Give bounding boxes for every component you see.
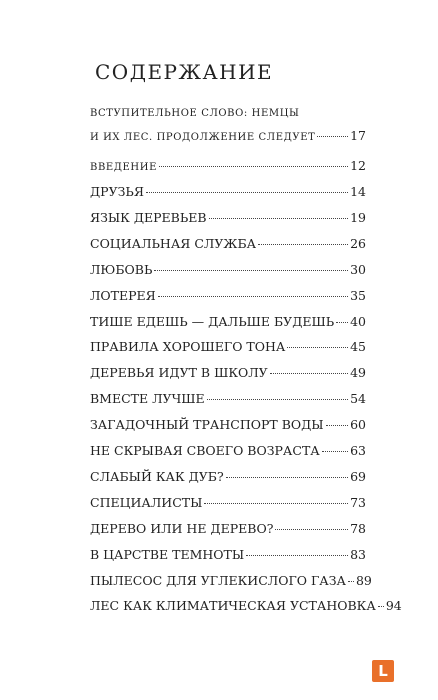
labirint-logo-icon: L: [372, 660, 394, 682]
toc-entry-page: 19: [350, 209, 366, 225]
toc-entry-page: 35: [350, 287, 366, 303]
toc-entry-label: ВВЕДЕНИЕ: [90, 162, 157, 173]
toc-entry[interactable]: [90, 210, 366, 225]
toc-entry[interactable]: [90, 417, 366, 432]
toc-entry-label: ВМЕСТЕ ЛУЧШЕ: [90, 391, 205, 407]
toc-entry[interactable]: [90, 365, 366, 380]
dot-leader: [209, 218, 349, 219]
dot-leader: [226, 477, 348, 478]
dot-leader: [322, 451, 348, 452]
toc-entry[interactable]: [90, 288, 366, 303]
toc-entry[interactable]: [90, 572, 372, 588]
toc-entry-label: ТИШЕ ЕДЕШЬ — ДАЛЬШЕ БУДЕШЬ: [90, 313, 335, 329]
toc-entry-page: 89: [355, 572, 372, 588]
dot-leader: [336, 322, 348, 323]
toc-entry[interactable]: [90, 598, 402, 614]
toc-entry[interactable]: [90, 391, 366, 406]
toc-entry[interactable]: [90, 236, 366, 251]
toc-entry-label: ЛЮБОВЬ: [90, 261, 153, 277]
toc-entry-page: 63: [350, 443, 366, 458]
toc-entry-page: 30: [350, 261, 366, 277]
toc-entry[interactable]: [90, 184, 366, 199]
toc-entry-label: ЗАГАДОЧНЫЙ ТРАНСПОРТ ВОДЫ: [90, 417, 324, 433]
dot-leader: [158, 296, 348, 297]
toc-entry-intro[interactable]: [90, 128, 366, 143]
toc-entry-label: В ЦАРСТВЕ ТЕМНОТЫ: [90, 546, 245, 562]
toc-entry-label: НЕ СКРЫВАЯ СВОЕГО ВОЗРАСТА: [90, 443, 320, 458]
toc-entry-label: ЛОТЕРЕЯ: [90, 287, 156, 303]
toc-entry-label: СПЕЦИАЛИСТЫ: [90, 494, 203, 510]
toc-entry-page: 78: [350, 520, 366, 536]
toc-entry-page: 17: [350, 128, 366, 143]
toc-entry-label: ЛЕС КАК КЛИМАТИЧЕСКАЯ УСТАНОВКА: [90, 598, 376, 614]
toc-entry[interactable]: [90, 495, 366, 510]
toc-entry-preface[interactable]: [90, 158, 366, 173]
toc-entry-page: 14: [350, 184, 366, 199]
toc-entry-page: 54: [350, 391, 366, 407]
dot-leader: [154, 270, 348, 271]
toc-entry-page: 69: [350, 468, 366, 484]
toc-entry-page: 12: [350, 158, 366, 173]
dot-leader: [275, 529, 348, 530]
toc-entry[interactable]: [90, 521, 366, 536]
dot-leader: [378, 606, 384, 607]
toc-entry-page: 45: [350, 339, 366, 355]
dot-leader: [246, 555, 348, 556]
toc-entry-page: 73: [350, 494, 366, 510]
intro-title-line-1: ВСТУПИТЕЛЬНОЕ СЛОВО: НЕМЦЫ: [90, 108, 300, 119]
toc-entry-label: ДРУЗЬЯ: [90, 184, 144, 199]
dot-leader: [287, 347, 348, 348]
dot-leader: [146, 192, 348, 193]
toc-title: СОДЕРЖАНИЕ: [95, 60, 274, 84]
dot-leader: [270, 373, 348, 374]
toc-entry-page: 49: [350, 365, 366, 381]
toc-entry-label: СЛАБЫЙ КАК ДУБ?: [90, 468, 224, 484]
dot-leader: [326, 425, 349, 426]
dot-leader: [258, 244, 348, 245]
dot-leader: [204, 503, 348, 504]
toc-entry[interactable]: [90, 443, 366, 458]
toc-entry-label: ПЫЛЕСОС ДЛЯ УГЛЕКИСЛОГО ГАЗА: [90, 572, 346, 588]
dot-leader: [348, 581, 354, 582]
toc-entry-page: 26: [350, 235, 366, 251]
toc-entry-page: 94: [385, 598, 402, 614]
toc-entry[interactable]: [90, 547, 366, 562]
dot-leader: [207, 399, 348, 400]
toc-entry[interactable]: [90, 469, 366, 484]
toc-entry-label: И ИХ ЛЕС. ПРОДОЛЖЕНИЕ СЛЕДУЕТ: [90, 132, 316, 143]
toc-entry-label: СОЦИАЛЬНАЯ СЛУЖБА: [90, 235, 257, 251]
toc-entry-page: 83: [350, 546, 366, 562]
toc-entry[interactable]: [90, 339, 366, 354]
dot-leader: [317, 136, 348, 137]
toc-entry-label: ПРАВИЛА ХОРОШЕГО ТОНА: [90, 339, 286, 355]
toc-entry[interactable]: [90, 262, 366, 277]
toc-entry-label: ДЕРЕВЬЯ ИДУТ В ШКОЛУ: [90, 365, 268, 381]
toc-entry-page: 40: [350, 313, 366, 329]
toc-entry-label: ЯЗЫК ДЕРЕВЬЕВ: [90, 209, 207, 225]
toc-entry-page: 60: [350, 417, 366, 433]
toc-entry-label: ДЕРЕВО ИЛИ НЕ ДЕРЕВО?: [90, 520, 274, 536]
dot-leader: [159, 166, 348, 167]
toc-entry[interactable]: [90, 314, 366, 329]
